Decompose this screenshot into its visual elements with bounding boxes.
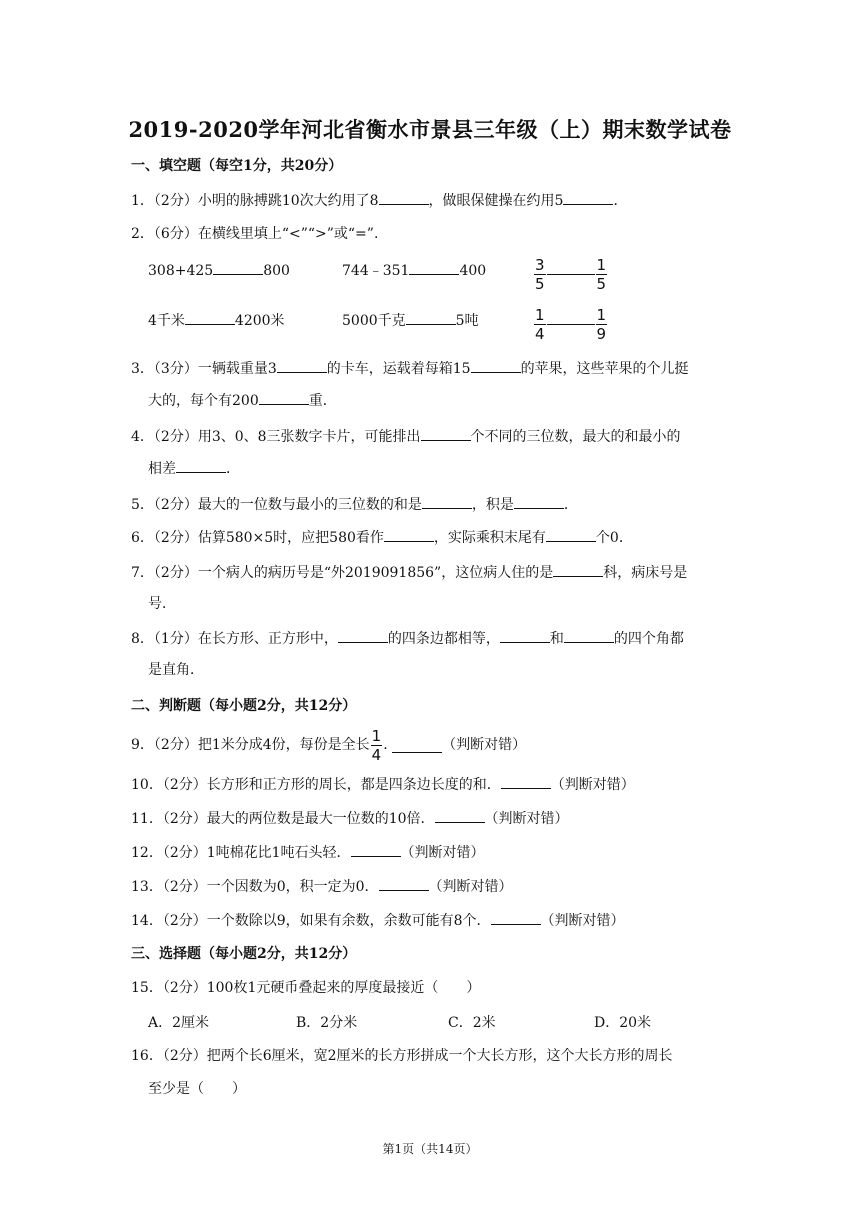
- answer-blank[interactable]: [500, 628, 550, 643]
- option-d[interactable]: D．20米: [594, 1015, 652, 1031]
- question-7: 7．（2分）一个病人的病历号是“外2019091856”，这位病人住的是 科，病床号是: [131, 562, 687, 583]
- answer-blank[interactable]: [213, 260, 263, 275]
- section-heading-choice: 三、选择题（每小题2分，共12分）: [131, 946, 357, 962]
- fraction-compare: [534, 306, 607, 343]
- answer-blank[interactable]: [422, 494, 472, 509]
- question-4-cont: 相差 ．: [148, 458, 240, 479]
- answer-blank[interactable]: [501, 774, 551, 789]
- answer-blank[interactable]: [546, 527, 596, 542]
- answer-blank[interactable]: [392, 738, 442, 753]
- question-6: 6．（2分）估算580×5时，应把580看作 ，实际乘积末尾有 个0．: [131, 527, 633, 548]
- answer-blank[interactable]: [384, 527, 434, 542]
- compare-item: 4千米 4200米: [148, 310, 285, 330]
- answer-blank[interactable]: [421, 426, 471, 441]
- answer-blank[interactable]: [491, 910, 541, 925]
- answer-blank[interactable]: [379, 876, 429, 891]
- question-3-cont: 大的，每个有200 重．: [148, 390, 337, 411]
- answer-blank[interactable]: [277, 358, 327, 373]
- compare-item: 308+425 800: [148, 260, 290, 279]
- fraction: $\frac{1}{4}$: [371, 726, 382, 764]
- answer-blank[interactable]: [553, 562, 603, 577]
- section-heading-fill: 一、填空题（每空1分，共20分）: [131, 158, 343, 174]
- answer-blank[interactable]: [563, 190, 613, 205]
- answer-blank[interactable]: [564, 628, 614, 643]
- question-4: 4．（2分）用3、0、8三张数字卡片，可能排出 个不同的三位数，最大的和最小的: [131, 426, 681, 447]
- answer-blank[interactable]: [185, 310, 235, 325]
- answer-blank[interactable]: [514, 494, 564, 509]
- fraction: $\frac{1}{4}$: [535, 306, 545, 343]
- question-2: 2．（6分）在横线里填上“<”“>”或“=”.: [131, 226, 379, 242]
- answer-blank[interactable]: [351, 842, 401, 857]
- compare-item: 744﹣351 400: [342, 260, 486, 280]
- question-11: 11．（2分）最大的两位数是最大一位数的10倍． （判断对错）: [131, 808, 569, 829]
- answer-blank[interactable]: [409, 260, 459, 275]
- question-13: 13．（2分）一个因数为0，积一定为0． （判断对错）: [131, 876, 513, 897]
- question-15: 15．（2分）100枚1元硬币叠起来的厚度最接近（ ）: [131, 980, 481, 996]
- question-5: 5．（2分）最大的一位数与最小的三位数的和是 ，积是 ．: [131, 494, 578, 515]
- answer-blank[interactable]: [406, 310, 456, 325]
- section-heading-judge: 二、判断题（每小题2分，共12分）: [131, 698, 357, 714]
- question-16: 16．（2分）把两个长6厘米，宽2厘米的长方形拼成一个大长方形，这个大长方形的周长: [131, 1048, 673, 1064]
- answer-blank[interactable]: [547, 324, 595, 325]
- answer-blank[interactable]: [435, 808, 485, 823]
- question-8: 8．（1分）在长方形、正方形中， 的四条边都相等， 和 的四个角都: [131, 628, 684, 649]
- fraction: $\frac{3}{5}$: [535, 256, 545, 293]
- question-8-cont: 是直角．: [148, 662, 204, 678]
- question-9: 9．（2分）把1米分成4份，每份是全长 $\frac{1}{4}$ . （判断对错）: [131, 726, 527, 764]
- question-3: 3．（3分）一辆载重量3 的卡车，运载着每箱15 的苹果，这些苹果的个儿挺: [131, 358, 689, 379]
- question-1: 1．（2分）小明的脉搏跳10次大约用了8 ，做眼保健操在约用5 ．: [131, 190, 627, 211]
- question-16-cont: 至少是（ ）: [148, 1081, 246, 1097]
- answer-blank[interactable]: [471, 358, 521, 373]
- fraction: $\frac{1}{9}$: [596, 306, 607, 343]
- option-b[interactable]: B．2分米: [296, 1015, 358, 1031]
- question-7-cont: 号．: [148, 596, 176, 612]
- answer-blank[interactable]: [338, 628, 388, 643]
- compare-item: 5000千克 5吨: [342, 310, 479, 330]
- fraction-compare: [534, 256, 607, 293]
- answer-blank[interactable]: [547, 274, 595, 275]
- answer-blank[interactable]: [259, 390, 309, 405]
- question-14: 14．（2分）一个数除以9，如果有余数，余数可能有8个． （判断对错）: [131, 910, 625, 931]
- page-footer: 第1页（共14页）: [382, 1142, 478, 1156]
- option-c[interactable]: C．2米: [448, 1015, 496, 1031]
- question-12: 12．（2分）1吨棉花比1吨石头轻． （判断对错）: [131, 842, 485, 863]
- answer-blank[interactable]: [379, 190, 429, 205]
- page-title: 2019-2020学年河北省衡水市景县三年级（上）期末数学试卷: [128, 117, 732, 142]
- question-10: 10．（2分）长方形和正方形的周长，都是四条边长度的和． （判断对错）: [131, 774, 635, 795]
- option-a[interactable]: A．2厘米: [148, 1015, 210, 1031]
- answer-blank[interactable]: [176, 458, 226, 473]
- fraction: $\frac{1}{5}$: [596, 256, 607, 293]
